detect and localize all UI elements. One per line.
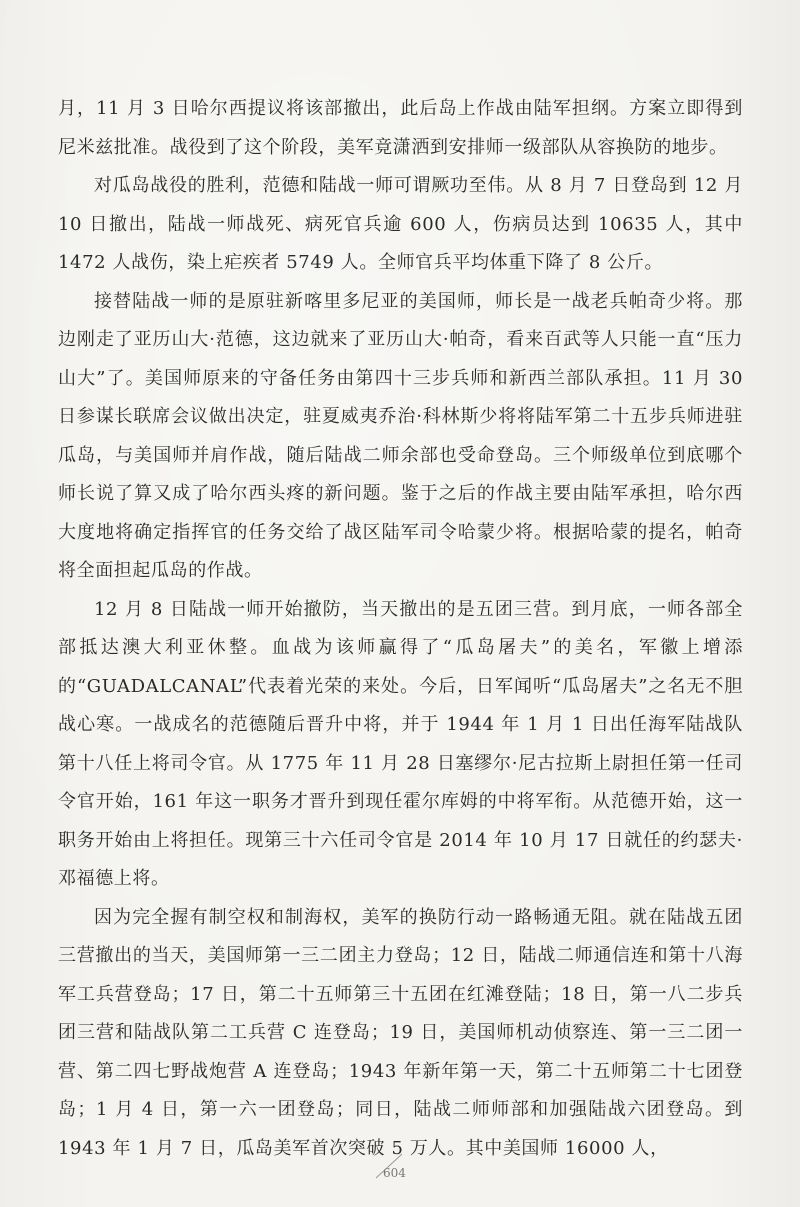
paragraph-3: 接替陆战一师的是原驻新喀里多尼亚的美国师，师长是一战老兵帕奇少将。那边刚走了亚历山大·范德，这边就来了亚历山大·帕奇，看来百武等人只能一直“压力山大”了。美国师原来的守备任务由第四十三步兵师和新西兰部队承担。11 月 30 日参谋长联席会议做出决定，驻夏威夷乔治·科林斯少将将陆军第二十五步兵师进驻瓜岛，与美国师并肩作战，随后陆战二师余部也受命登岛。三个师级单位到底哪个师长说了算又成了哈尔西头疼的新问题。鉴于之后的作战主要由陆军承担，哈尔西大度地将确定指挥官的任务交给了战区陆军司令哈蒙少将。根据哈蒙的提名，帕奇将全面担起瓜岛的作战。 bbox=[58, 290, 743, 581]
body-text bbox=[58, 90, 743, 1168]
paragraph-1: 月，11 月 3 日哈尔西提议将该部撤出，此后岛上作战由陆军担纲。方案立即得到尼米兹批准。战役到了这个阶段，美军竟潇洒到安排师一级部队从容换防的地步。 bbox=[58, 98, 743, 158]
paragraph-2: 对瓜岛战役的胜利，范德和陆战一师可谓厥功至伟。从 8 月 7 日登岛到 12 月 10 日撤出，陆战一师战死、病死官兵逾 600 人，伤病员达到 10635 人，其中 1472 人战伤，染上疟疾者 5749 人。全师官兵平均体重下降了 8 公斤。 bbox=[58, 175, 743, 273]
paragraph-5: 因为完全握有制空权和制海权，美军的换防行动一路畅通无阻。就在陆战五团三营撤出的当天，美国师第一三二团主力登岛；12 日，陆战二师通信连和第十八海军工兵营登岛；17 日，第二十五师第三十五团在红滩登陆；18 日，第一八二步兵团三营和陆战队第二工兵营 C 连登岛；19 日，美国师机动侦察连、第一三二团一营、第二四七野战炮营 A 连登岛；1943 年新年第一天，第二十五师第二十七团登岛；1 月 4 日，第一六一团登岛；同日，陆战二师师部和加强陆战六团登岛。到 1943 年 1 月 7 日，瓜岛美军首次突破 5 万人。其中美国师 16000 人， bbox=[58, 906, 743, 1159]
page-footer bbox=[0, 1152, 800, 1192]
paragraph-4: 12 月 8 日陆战一师开始撤防，当天撤出的是五团三营。到月底，一师各部全部抵达澳大利亚休整。血战为该师赢得了“瓜岛屠夫”的美名，军徽上增添的“GUADALCANAL”代表着光荣的来处。今后，日军闻听“瓜岛屠夫”之名无不胆战心寒。一战成名的范德随后晋升中将，并于 1944 年 1 月 1 日出任海军陆战队第十八任上将司令官。从 1775 年 11 月 28 日塞缪尔·尼古拉斯上尉担任第一任司令官开始，161 年这一职务才晋升到现任霍尔库姆的中将军衔。从范德开始，这一职务开始由上将担任。现第三十六任司令官是 2014 年 10 月 17 日就任的约瑟夫·邓福德上将。 bbox=[58, 598, 743, 889]
page-number: 604 bbox=[383, 1166, 406, 1180]
